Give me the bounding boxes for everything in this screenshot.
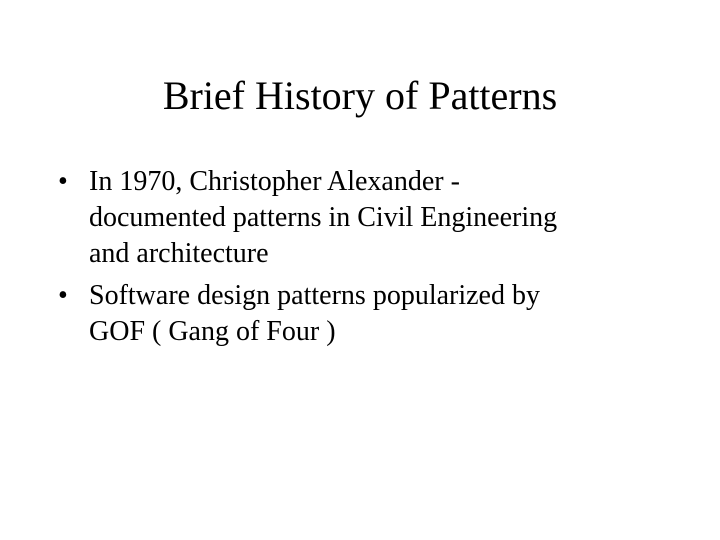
- bullet-item: [58, 278, 678, 350]
- bullet-line: documented patterns in Civil Engineering: [89, 202, 558, 233]
- bullet-line: Software design patterns popularized by: [89, 280, 540, 311]
- bullet-line: In 1970, Christopher Alexander -: [89, 166, 460, 197]
- bullet-icon: •: [58, 280, 68, 311]
- slide-title: Brief History of Patterns: [162, 73, 558, 118]
- bullet-line: GOF ( Gang of Four ): [89, 316, 336, 347]
- bullet-item: [58, 164, 678, 272]
- bullet-line: and architecture: [89, 238, 269, 269]
- bullet-list: [58, 164, 678, 356]
- bullet-icon: •: [58, 166, 68, 197]
